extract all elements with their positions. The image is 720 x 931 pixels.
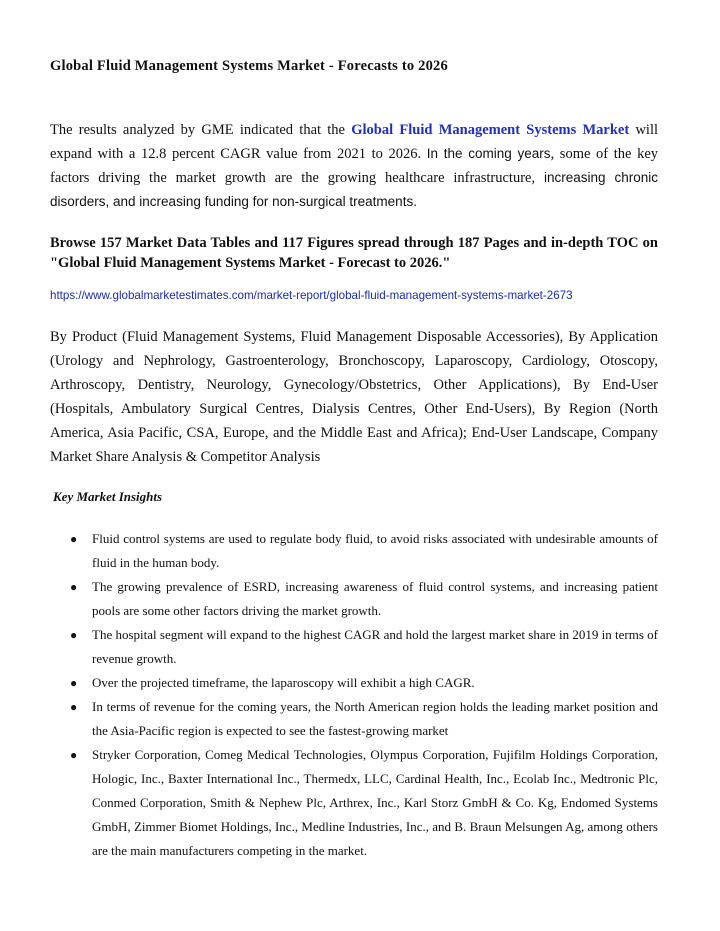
intro-text-1: The results analyzed by GME indicated that the <box>50 122 352 138</box>
bullet-icon: ● <box>70 748 78 762</box>
list-item <box>50 623 658 671</box>
insights-list <box>50 527 658 863</box>
list-item <box>50 575 658 623</box>
key-insights-heading: Key Market Insights <box>53 489 163 504</box>
list-item <box>50 743 658 863</box>
intro-text-2: will expand with a 12.8 percent CAGR value from 2021 to 2026. <box>50 122 658 162</box>
list-item-text: Over the projected timeframe, the laparoscopy will exhibit a high CAGR. <box>92 675 475 690</box>
browse-statement: Browse 157 Market Data Tables and 117 Figures spread through 187 Pages and in-depth TOC on "Global Fluid Management Systems Market - Forecast to 2026." <box>50 235 658 271</box>
bullet-icon: ● <box>70 676 78 690</box>
report-url-link[interactable]: https://www.globalmarketestimates.com/market-report/global-fluid-management-systems-market-2673 <box>50 289 573 302</box>
bullet-icon: ● <box>70 580 78 594</box>
bullet-icon: ● <box>70 532 78 546</box>
list-item-text: Stryker Corporation, Comeg Medical Technologies, Olympus Corporation, Fujifilm Holdings Corporation, Hologic, Inc., Baxter International Inc., Thermedx, LLC, Cardinal Health, Inc., Ecolab Inc., Medtronic Plc, Conmed Corporation, Smith & Nephew Plc, Arthrex, Inc., Karl Storz GmbH & Co. Kg, Endomed Systems GmbH, Zimmer Biomet Holdings, Inc., Medline Industries, Inc., and B. Braun Melsungen Ag, among others are the main manufacturers competing in the market. <box>92 747 658 858</box>
list-item <box>50 671 658 695</box>
list-item-text: In terms of revenue for the coming years, the North American region holds the leading market position and the Asia-Pacific region is expected to see the fastest-growing market <box>92 699 658 738</box>
intro-paragraph <box>50 118 658 214</box>
intro-text-3: In the coming years <box>426 146 551 161</box>
bullet-icon: ● <box>70 700 78 714</box>
bullet-icon: ● <box>70 628 78 642</box>
intro-text-5: increasing chronic disorders, and increasing funding for non-surgical treatments. <box>50 170 659 209</box>
document-title: Global Fluid Management Systems Market - Forecasts to 2026 <box>50 58 448 74</box>
list-item-text: The hospital segment will expand to the highest CAGR and hold the largest market share in 2019 in terms of revenue growth. <box>92 627 658 666</box>
list-item <box>50 695 658 743</box>
segmentation-paragraph: By Product (Fluid Management Systems, Fluid Management Disposable Accessories), By Application (Urology and Nephrology, Gastroenterology, Bronchoscopy, Laparoscopy, Cardiology, Otoscopy, Arthroscopy, Dentistry, Neurology, Gynecology/Obstetrics, Other Applications), By End-User (Hospitals, Ambulatory Surgical Centres, Dialysis Centres, Other End-Users), By Region (North America, Asia Pacific, CSA, Europe, and the Middle East and Africa); End-User Landscape, Company Market Share Analysis & Competitor Analysis <box>50 329 658 465</box>
list-item-text: The growing prevalence of ESRD, increasing awareness of fluid control systems, and increasing patient pools are some other factors driving the market growth. <box>92 579 658 618</box>
market-report-link[interactable]: Global Fluid Management Systems Market <box>351 122 630 138</box>
intro-text-4: , some of the key factors driving the market growth are the growing healthcare infrastructure, <box>50 146 659 186</box>
list-item-text: Fluid control systems are used to regulate body fluid, to avoid risks associated with undesirable amounts of fluid in the human body. <box>92 531 658 570</box>
list-item <box>50 527 658 575</box>
